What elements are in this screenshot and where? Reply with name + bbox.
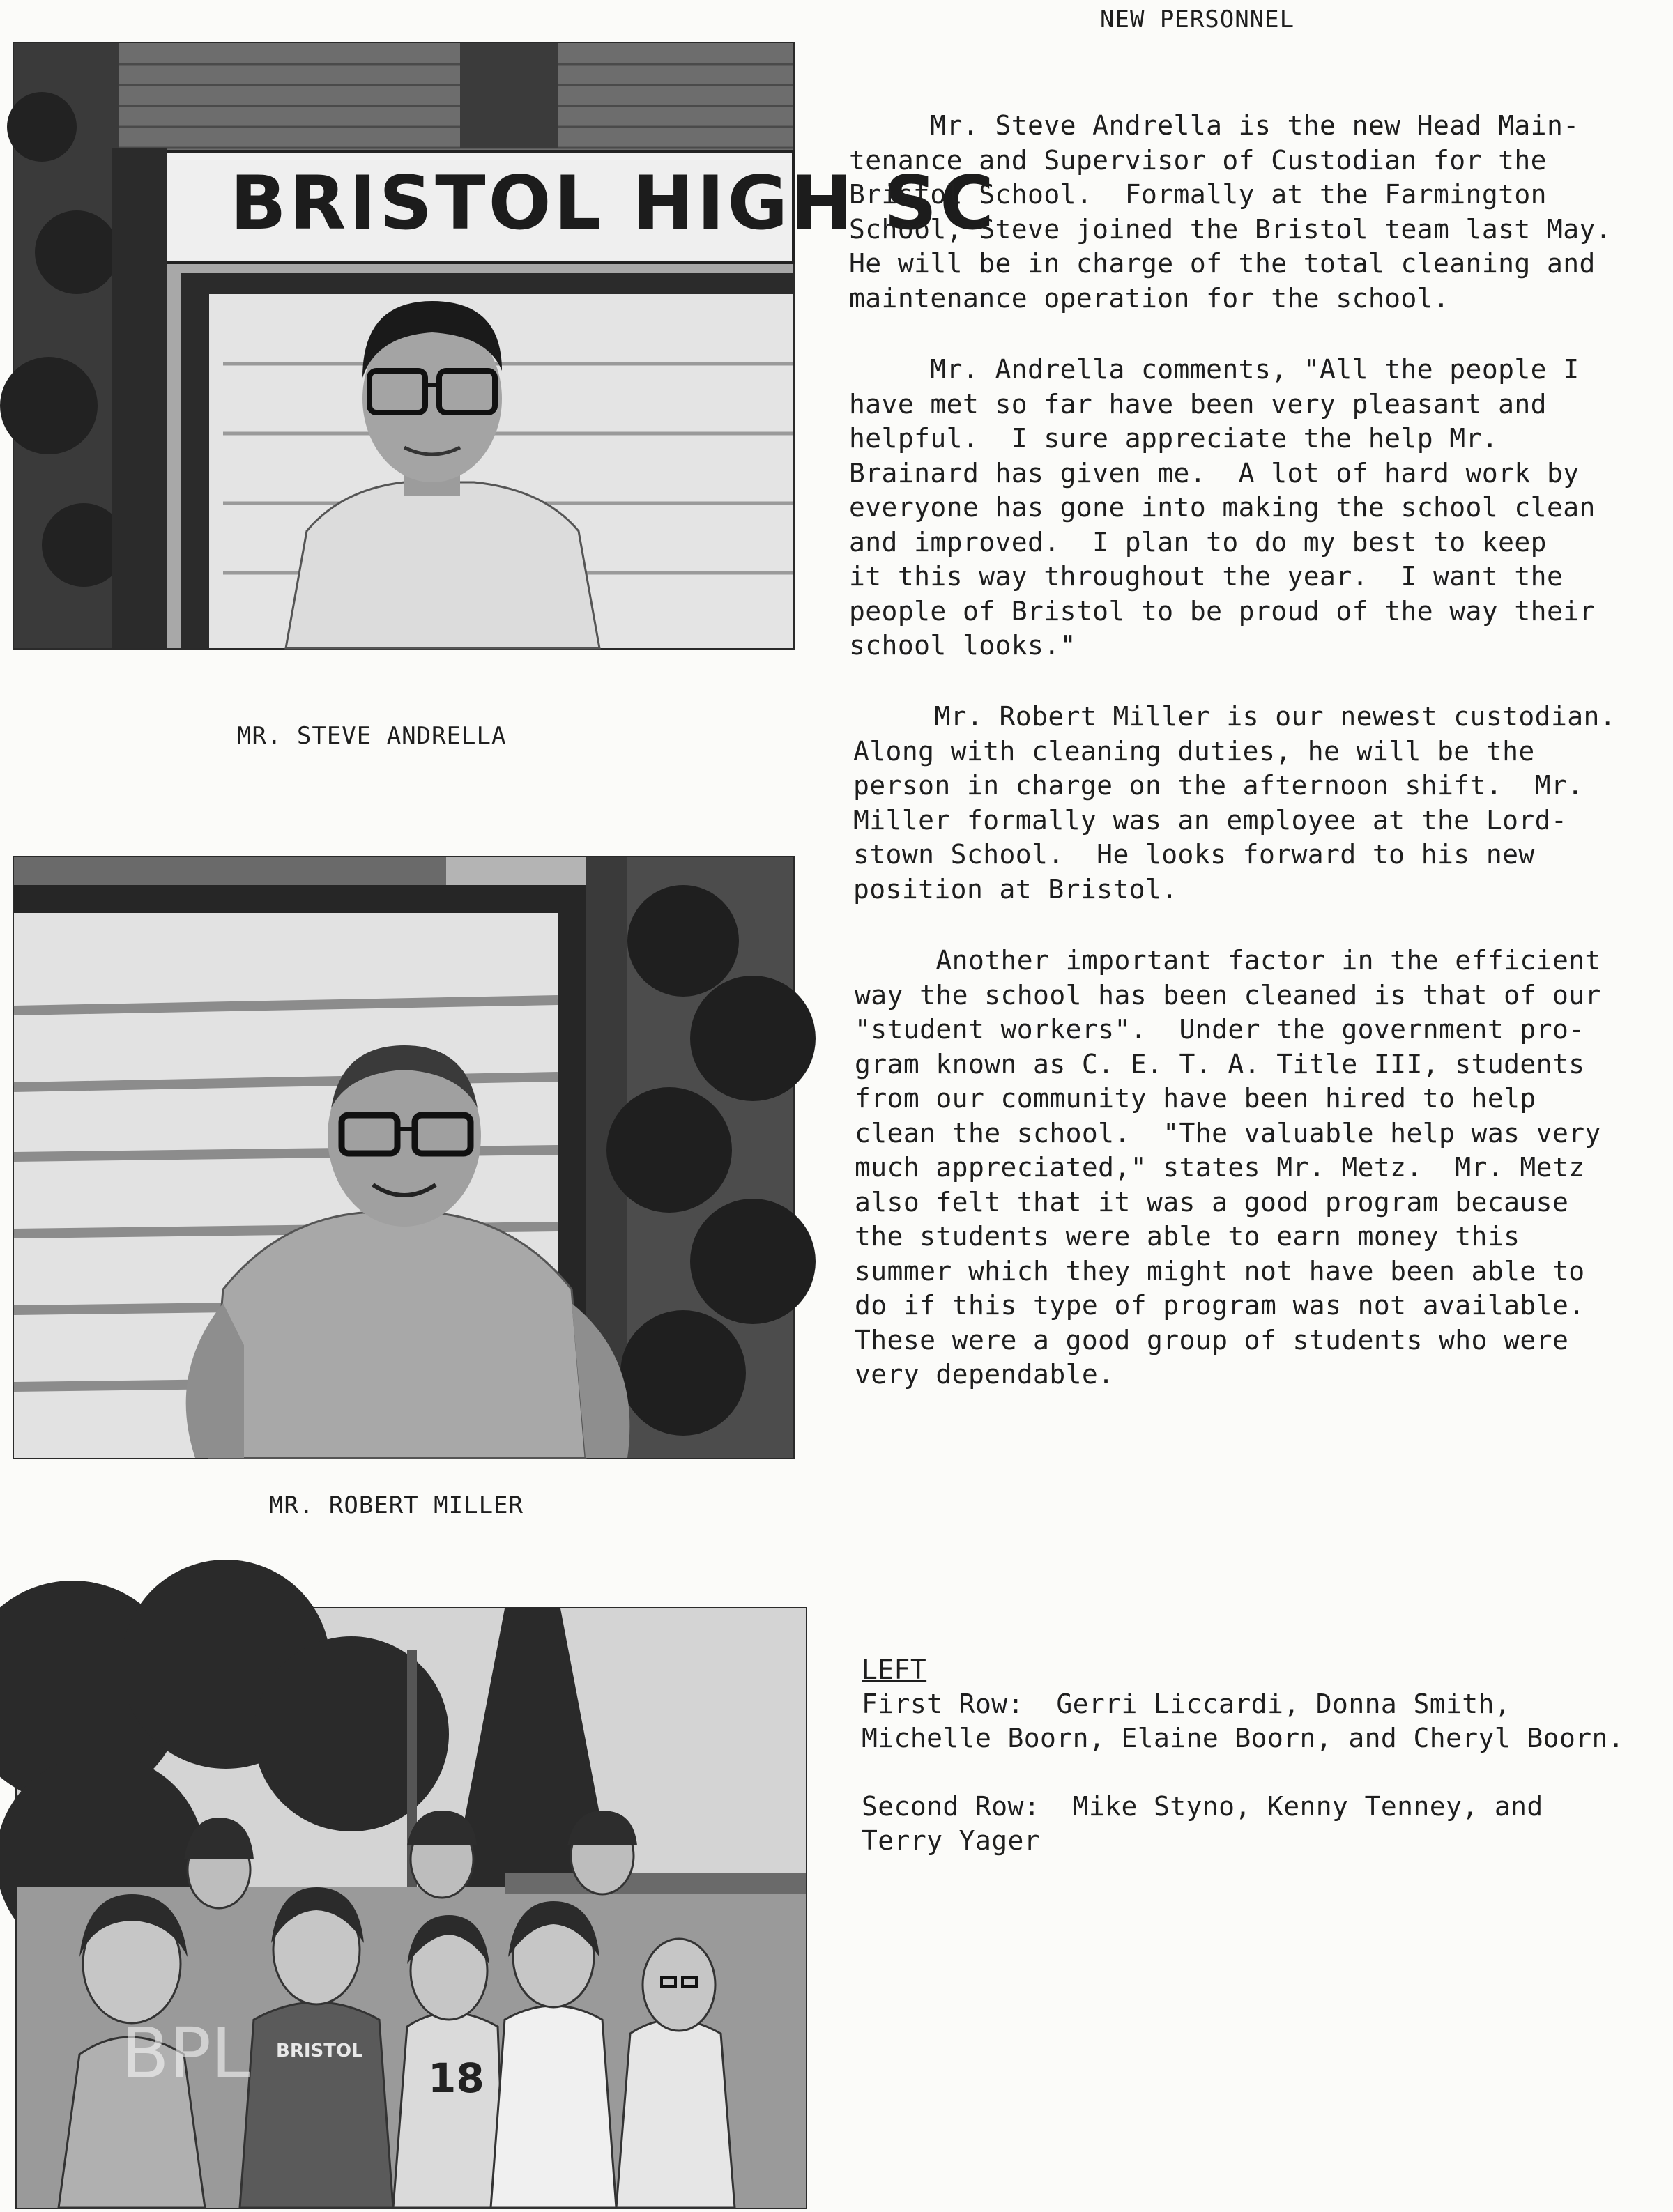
article-paragraph-3: Mr. Robert Miller is our newest custodian. Along with cleaning duties, he will be the person in charge on the afternoon shift. Mr. Miller formally was an employee at the Lord- stown School. He looks forward to his new position at Bristol. [853, 701, 1617, 905]
school-sign-text: BRISTOL HIGH SC [230, 160, 997, 246]
photo-robert-miller [13, 856, 795, 1459]
article-paragraph-4: Another important factor in the efficient way the school has been cleaned is that of our "student workers". Under the government pro- gram known as C. E. T. A. Title III, students from our community have been hired to help clean the school. "The valuable help was very much appreciated," states Mr. Metz. Mr. Metz also felt that it was a good program because the students were able to earn money this summer which they might not have been able to do if this type of program was not available. These were a good group of students who were very dependable. [855, 945, 1601, 1390]
group-caption-heading: LEFT [862, 1654, 927, 1685]
watermark-bpl: BPL [121, 2013, 250, 2094]
article-paragraph-1: Mr. Steve Andrella is the new Head Main- tenance and Supervisor of Custodian for the Bristol School. Formally at the Farmington School, Steve joined the Bristol team last May. He will be in charge of the total cleaning and maintenance operation for the school. [849, 110, 1612, 314]
caption-steve-andrella: MR. STEVE ANDRELLA [237, 722, 507, 750]
photo-steve-andrella [13, 42, 997, 650]
shirt-text-bristol: BRISTOL [276, 2041, 363, 2061]
article-paragraph-2: Mr. Andrella comments, "All the people I have met so far have been very pleasant and helpful. I sure appreciate the help Mr. Brainard has given me. A lot of hard work by everyone has gone into making the school clean and improved. I plan to do my best to keep it this way throughout the year. I want the people of Bristol to be proud of the way their school looks." [849, 354, 1596, 661]
caption-robert-miller: MR. ROBERT MILLER [269, 1491, 524, 1519]
first-row-line-2: Michelle Boorn, Elaine Boorn, and Cheryl Boorn. [862, 1723, 1625, 1753]
group-caption [862, 1653, 1624, 1858]
page-title: NEW PERSONNEL [1100, 6, 1295, 33]
photo-student-workers [15, 1607, 807, 2209]
second-row-line-2: Terry Yager [862, 1825, 1041, 1856]
first-row-line-1: First Row: Gerri Liccardi, Donna Smith, [862, 1689, 1511, 1719]
shirt-text-number: 18 [428, 2054, 484, 2102]
second-row-line-1: Second Row: Mike Styno, Kenny Tenney, and [862, 1791, 1543, 1822]
